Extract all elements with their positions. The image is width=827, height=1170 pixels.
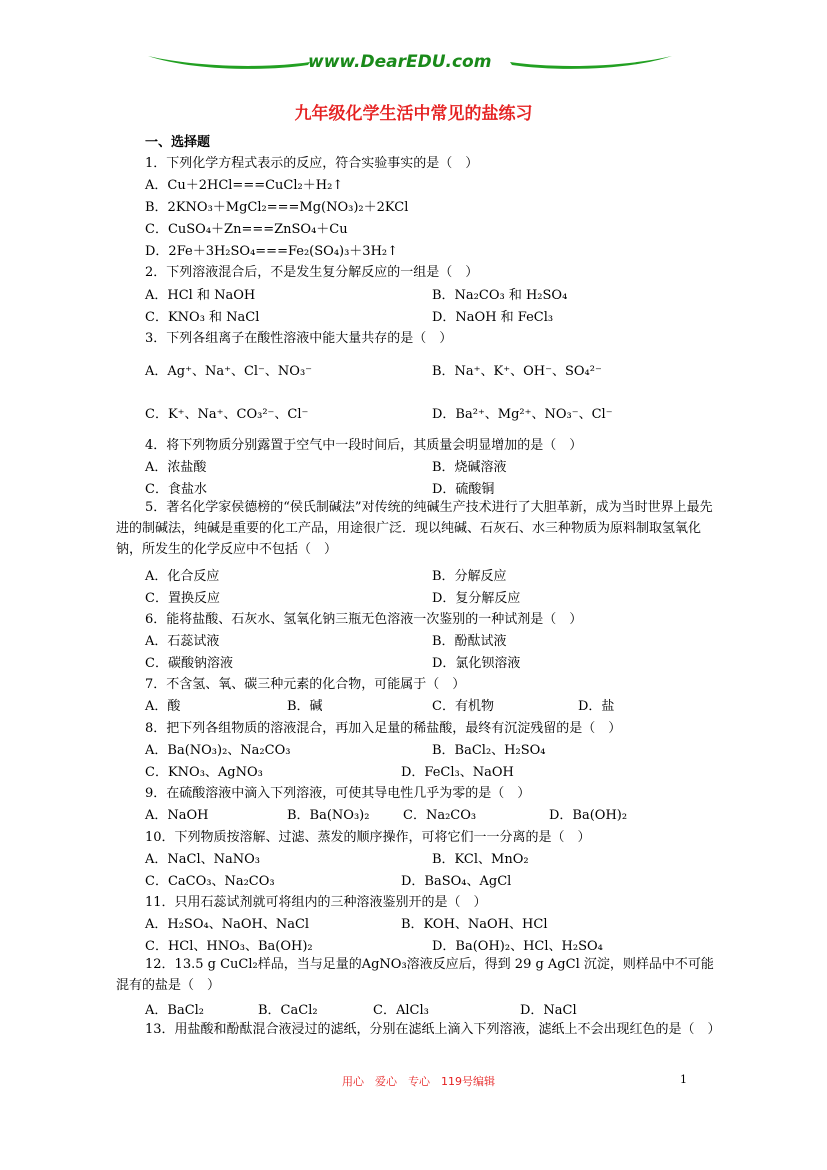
question-4-option-a: A．浓盐酸 — [145, 460, 207, 475]
question-5-stem: 5．著名化学家侯德榜的“侯氏制碱法”对传统的纯碱生产技术进行了大胆革新，成为当时世界上最先进的制碱法，纯碱是重要的化工产品，用途很广泛．现以纯碱、石灰石、水三种物质为原料制取氢氧化钠，所发生的化学反应中不包括（ ） — [116, 500, 713, 557]
question-3-option-c: C．K⁺、Na⁺、CO₃²⁻、Cl⁻ — [145, 407, 309, 422]
question-2-stem: 2．下列溶液混合后，不是发生复分解反应的一组是（ ） — [145, 265, 479, 280]
question-6-stem: 6．能将盐酸、石灰水、氢氧化钠三瓶无色溶液一次鉴别的一种试剂是（ ） — [145, 612, 583, 627]
question-10-option-a: A．NaCl、NaNO₃ — [145, 852, 260, 867]
question-9-option-a: A．NaOH — [145, 808, 209, 823]
question-5-option-d: D．复分解反应 — [432, 591, 521, 606]
question-7-option-c: C．有机物 — [432, 699, 494, 714]
question-3-option-b: B．Na⁺、K⁺、OH⁻、SO₄²⁻ — [432, 364, 602, 379]
question-8-option-b: B．BaCl₂、H₂SO₄ — [432, 743, 546, 758]
question-11-option-a: A．H₂SO₄、NaOH、NaCl — [145, 917, 310, 932]
question-9-stem: 9．在硫酸溶液中滴入下列溶液，可使其导电性几乎为零的是（ ） — [145, 786, 531, 801]
question-10-stem: 10．下列物质按溶解、过滤、蒸发的顺序操作，可将它们一一分离的是（ ） — [145, 830, 591, 845]
question-10-option-d: D．BaSO₄、AgCl — [401, 874, 512, 889]
question-8-stem: 8．把下列各组物质的溶液混合，再加入足量的稀盐酸，最终有沉淀残留的是（ ） — [145, 721, 622, 736]
question-11-option-d: D．Ba(OH)₂、HCl、H₂SO₄ — [432, 939, 603, 954]
question-11-option-b: B．KOH、NaOH、HCl — [401, 917, 548, 932]
page-title: 九年级化学生活中常见的盐练习 — [294, 104, 533, 124]
question-11-option-c: C．HCl、HNO₃、Ba(OH)₂ — [145, 939, 313, 954]
question-4-option-c: C．食盐水 — [145, 482, 207, 497]
question-1-stem: 1．下列化学方程式表示的反应，符合实验事实的是（ ） — [145, 156, 479, 171]
question-4-stem: 4．将下列物质分别露置于空气中一段时间后，其质量会明显增加的是（ ） — [145, 438, 583, 453]
question-1-option-c: C．CuSO₄＋Zn===ZnSO₄＋Cu — [145, 222, 348, 237]
question-6-option-d: D．氯化钡溶液 — [432, 656, 521, 671]
question-8-option-c: C．KNO₃、AgNO₃ — [145, 765, 263, 780]
question-4-option-d: D．硫酸铜 — [432, 482, 495, 497]
question-12-option-a: A．BaCl₂ — [145, 1003, 205, 1018]
question-12-option-c: C．AlCl₃ — [373, 1003, 429, 1018]
question-12-stem: 12．13.5 g CuCl₂样品，当与足量的AgNO₃溶液反应后，得到 29 g AgCl 沉淀，则样品中不可能混有的盐是（ ） — [116, 957, 714, 993]
question-6-option-b: B．酚酞试液 — [432, 634, 507, 649]
question-3-stem: 3．下列各组离子在酸性溶液中能大量共存的是（ ） — [145, 331, 453, 346]
question-13-stem: 13．用盐酸和酚酞混合液浸过的滤纸，分别在滤纸上滴入下列溶液，滤纸上不会出现红色的是（ ） — [145, 1022, 721, 1037]
question-6-option-a: A．石蕊试液 — [145, 634, 220, 649]
question-1-option-b: B．2KNO₃＋MgCl₂===Mg(NO₃)₂＋2KCl — [145, 200, 409, 215]
section-heading: 一、选择题 — [145, 135, 211, 150]
question-2-option-a: A．HCl 和 NaOH — [145, 288, 256, 303]
question-7-option-d: D．盐 — [578, 699, 615, 714]
question-7-option-b: B．碱 — [287, 699, 323, 714]
question-7-stem: 7．不含氢、氧、碳三种元素的化合物，可能属于（ ） — [145, 677, 466, 692]
question-10-option-c: C．CaCO₃、Na₂CO₃ — [145, 874, 275, 889]
question-9-option-c: C．Na₂CO₃ — [403, 808, 477, 823]
question-3-option-d: D．Ba²⁺、Mg²⁺、NO₃⁻、Cl⁻ — [432, 407, 613, 422]
question-1-option-d: D．2Fe＋3H₂SO₄===Fe₂(SO₄)₃＋3H₂↑ — [145, 244, 399, 259]
question-8-option-a: A．Ba(NO₃)₂、Na₂CO₃ — [145, 743, 291, 758]
question-8-option-d: D．FeCl₃、NaOH — [401, 765, 514, 780]
question-6-option-c: C．碳酸钠溶液 — [145, 656, 233, 671]
question-5-option-c: C．置换反应 — [145, 591, 220, 606]
question-2-option-c: C．KNO₃ 和 NaCl — [145, 310, 260, 325]
question-5-option-b: B．分解反应 — [432, 569, 507, 584]
question-3-option-a: A．Ag⁺、Na⁺、Cl⁻、NO₃⁻ — [145, 364, 313, 379]
question-2-option-b: B．Na₂CO₃ 和 H₂SO₄ — [432, 288, 568, 303]
footer-text: 用心 爱心 专心 119号编辑 — [342, 1075, 495, 1088]
page-number: 1 — [680, 1073, 687, 1086]
question-9-option-b: B．Ba(NO₃)₂ — [287, 808, 370, 823]
question-4-option-b: B．烧碱溶液 — [432, 460, 507, 475]
question-1-option-a: A．Cu＋2HCl===CuCl₂＋H₂↑ — [145, 178, 344, 193]
question-10-option-b: B．KCl、MnO₂ — [432, 852, 529, 867]
question-5-option-a: A．化合反应 — [145, 569, 220, 584]
question-2-option-d: D．NaOH 和 FeCl₃ — [432, 310, 554, 325]
site-url[interactable]: www.DearEDU.com — [308, 52, 492, 72]
question-12-option-d: D．NaCl — [520, 1003, 577, 1018]
question-12-option-b: B．CaCl₂ — [258, 1003, 318, 1018]
question-7-option-a: A．酸 — [145, 699, 181, 714]
question-11-stem: 11．只用石蕊试剂就可将组内的三种溶液鉴别开的是（ ） — [145, 895, 487, 910]
question-9-option-d: D．Ba(OH)₂ — [549, 808, 628, 823]
